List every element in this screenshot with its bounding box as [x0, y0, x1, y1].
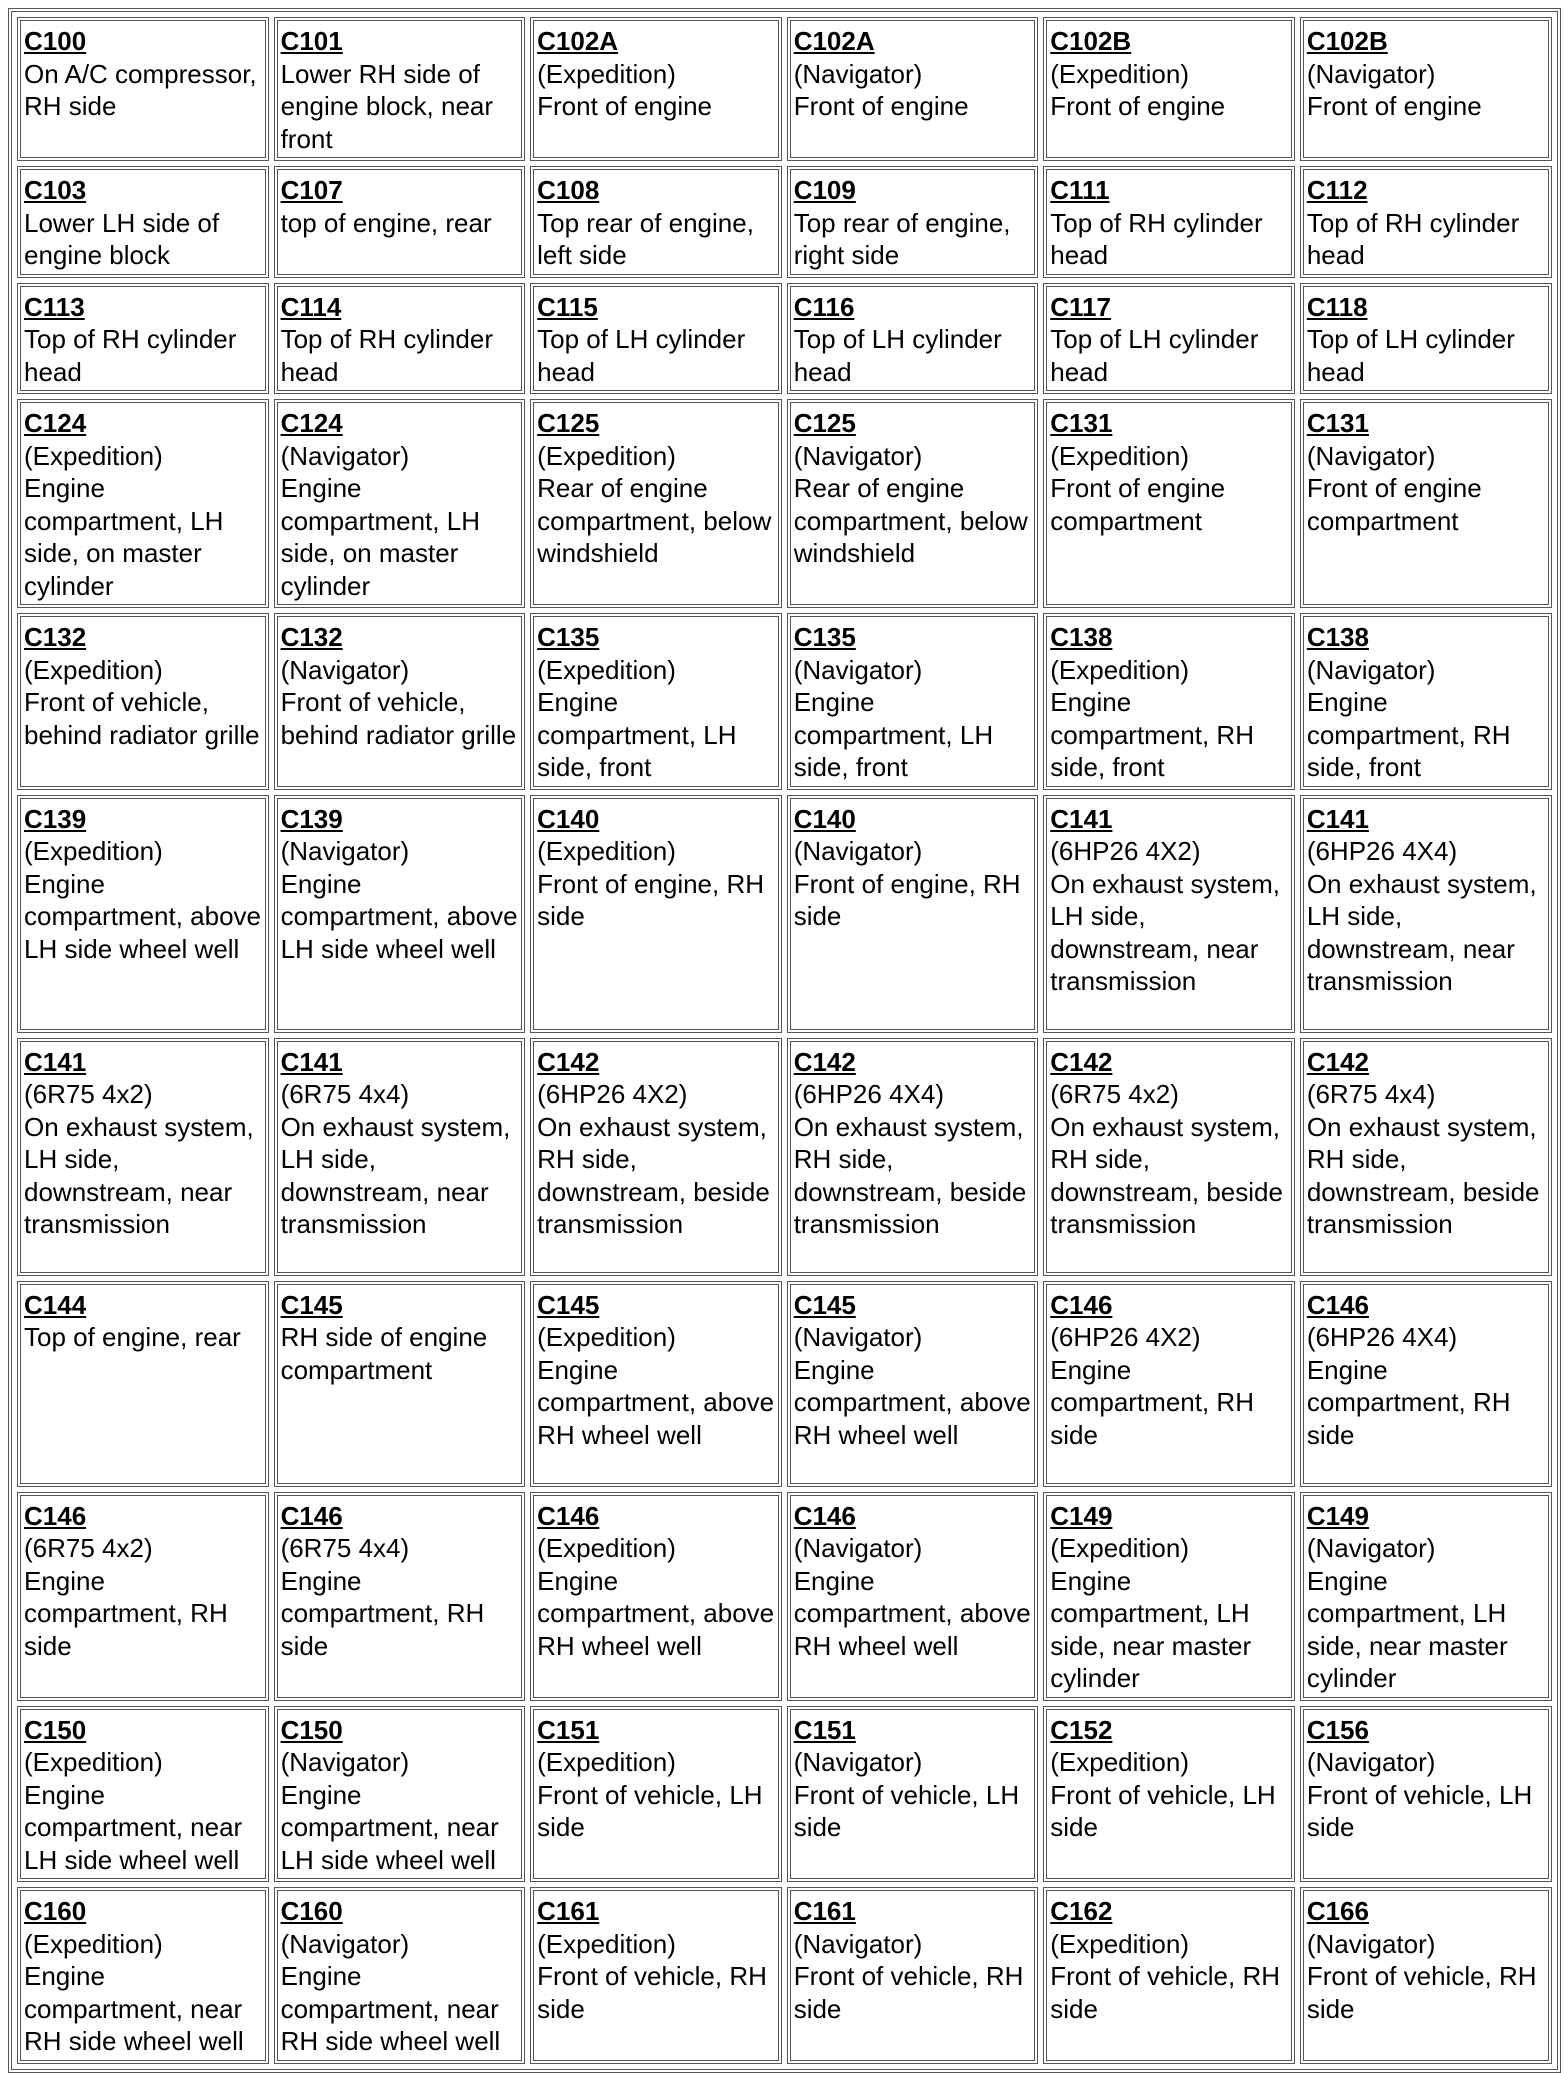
- connector-location: Front of vehicle, RH side: [537, 1961, 767, 2024]
- connector-id: C161: [537, 1896, 600, 1926]
- connector-id: C151: [793, 1714, 856, 1745]
- connector-location: Engine compartment, above LH side wheel well: [280, 868, 518, 964]
- connector-variant: (Navigator): [793, 1928, 923, 1959]
- table-cell: [17, 166, 269, 278]
- table-cell: [787, 283, 1039, 395]
- table-cell: [1043, 283, 1295, 395]
- table-row: [17, 795, 1552, 1033]
- connector-id: C138: [1306, 622, 1369, 652]
- connector-variant: (Expedition): [24, 654, 163, 685]
- table-cell: [787, 399, 1039, 608]
- table-cell: [787, 1887, 1039, 2064]
- connector-location: Front of vehicle, LH side: [537, 1779, 763, 1842]
- connector-id: C131: [1050, 408, 1113, 438]
- connector-variant: (Navigator): [793, 1747, 923, 1777]
- connector-id: C109: [793, 175, 856, 205]
- connector-variant: (6R75 4x2): [24, 1533, 153, 1563]
- table-cell: [17, 1887, 269, 2064]
- table-cell: [1300, 613, 1552, 790]
- connector-location: Engine compartment, near RH side wheel well: [280, 1961, 501, 2056]
- connector-variant: (Navigator): [280, 654, 410, 685]
- connector-location: Rear of engine compartment, below windshield: [793, 473, 1028, 568]
- table-row: [17, 613, 1552, 790]
- connector-location: Front of engine, RH side: [793, 868, 1021, 931]
- connector-location: Engine compartment, above RH wheel well: [793, 1354, 1031, 1450]
- connector-id: C141: [1050, 803, 1113, 834]
- table-cell: [17, 17, 269, 161]
- connector-location: On exhaust system, RH side, downstream, beside transmission: [1306, 1111, 1540, 1239]
- connector-id: C132: [280, 622, 343, 652]
- connector-id: C145: [793, 1289, 856, 1320]
- connector-id: C150: [24, 1714, 87, 1745]
- connector-variant: (6R75 4x4): [280, 1079, 410, 1109]
- connector-location: Front of vehicle, RH side: [1050, 1961, 1280, 2024]
- connector-id: C118: [1306, 291, 1368, 322]
- table-cell: [787, 1492, 1039, 1701]
- table-cell: [274, 399, 526, 608]
- connector-location: Engine compartment, near LH side wheel well: [24, 1779, 243, 1875]
- connector-id: C146: [1306, 1289, 1369, 1320]
- table-cell: [274, 1492, 526, 1701]
- table-cell: [787, 1281, 1039, 1487]
- connector-variant: (6R75 4x2): [1050, 1079, 1179, 1109]
- connector-location: Top of RH cylinder head: [280, 324, 493, 387]
- table-cell: [530, 1706, 782, 1883]
- connector-location: Engine compartment, LH side, on master cylinder: [280, 473, 480, 601]
- connector-id: C124: [24, 408, 87, 438]
- connector-id: C111: [1050, 175, 1110, 205]
- table-cell: [1300, 166, 1552, 278]
- connector-variant: (Expedition): [537, 1533, 676, 1563]
- table-cell: [530, 1887, 782, 2064]
- table-cell: [787, 613, 1039, 790]
- connector-id: C135: [793, 622, 856, 652]
- connector-variant: (Expedition): [537, 1322, 676, 1352]
- table-cell: [530, 399, 782, 608]
- connector-variant: (6HP26 4X4): [1306, 1322, 1458, 1352]
- table-cell: [1043, 399, 1295, 608]
- connector-location: top of engine, rear: [280, 207, 492, 238]
- connector-location: On exhaust system, LH side, downstream, near transmission: [280, 1111, 511, 1239]
- connector-id: C102A: [537, 26, 619, 56]
- table-cell: [274, 795, 526, 1033]
- connector-variant: (Expedition): [1050, 58, 1189, 89]
- connector-id: C103: [24, 175, 87, 205]
- table-cell: [530, 795, 782, 1033]
- table-cell: [17, 283, 269, 395]
- table-body: [17, 17, 1552, 2064]
- connector-location: Engine compartment, LH side, near master cylinder: [1050, 1565, 1252, 1693]
- connector-id: C102B: [1306, 26, 1388, 56]
- connector-location: Lower LH side of engine block: [24, 207, 220, 270]
- table-cell: [1043, 1492, 1295, 1701]
- connector-location: Front of engine: [1050, 91, 1226, 121]
- table-cell: [1300, 283, 1552, 395]
- connector-id: C114: [280, 291, 342, 322]
- table-row: [17, 1492, 1552, 1701]
- connector-location: Rear of engine compartment, below windshield: [537, 473, 772, 568]
- connector-location: Top of LH cylinder head: [1050, 324, 1259, 387]
- table-cell: [274, 1038, 526, 1276]
- connector-location: Top of LH cylinder head: [537, 324, 746, 387]
- table-cell: [1300, 17, 1552, 161]
- connector-id: C113: [24, 291, 85, 322]
- table-row: [17, 1038, 1552, 1276]
- connector-variant: (Navigator): [280, 1747, 410, 1777]
- connector-location: On exhaust system, LH side, downstream, near transmission: [1050, 868, 1281, 996]
- connector-id: C146: [24, 1500, 87, 1531]
- connector-id: C102A: [793, 26, 875, 56]
- connector-id: C142: [1050, 1046, 1113, 1077]
- table-cell: [1043, 17, 1295, 161]
- connector-id: C115: [537, 291, 598, 322]
- connector-variant: (6HP26 4X2): [1050, 1322, 1201, 1352]
- connector-variant: (Expedition): [1050, 654, 1189, 685]
- connector-location: Front of engine: [537, 91, 713, 121]
- table-cell: [530, 166, 782, 278]
- table-cell: [787, 1038, 1039, 1276]
- connector-location: Top of LH cylinder head: [1306, 324, 1515, 387]
- connector-id: C141: [24, 1046, 87, 1077]
- connector-location: Top of RH cylinder head: [1306, 207, 1520, 270]
- connector-location: On exhaust system, RH side, downstream, beside transmission: [793, 1111, 1027, 1239]
- connector-variant: (6HP26 4X4): [1306, 836, 1458, 866]
- table-cell: [530, 613, 782, 790]
- table-cell: [17, 795, 269, 1033]
- connector-variant: (Expedition): [537, 654, 676, 685]
- connector-variant: (Navigator): [793, 58, 923, 89]
- connector-id: C142: [793, 1046, 856, 1077]
- connector-location: Engine compartment, above LH side wheel well: [24, 868, 262, 964]
- connector-location: Engine compartment, LH side, front: [793, 687, 994, 782]
- connector-location: Lower RH side of engine block, near front: [280, 58, 494, 154]
- connector-id: C140: [537, 803, 600, 834]
- table-cell: [1043, 1038, 1295, 1276]
- table-cell: [1300, 1887, 1552, 2064]
- table-cell: [1300, 1706, 1552, 1883]
- table-cell: [1300, 1281, 1552, 1487]
- connector-id: C142: [537, 1046, 600, 1077]
- connector-location: Engine compartment, RH side: [280, 1565, 485, 1661]
- table-row: [17, 1281, 1552, 1487]
- table-cell: [530, 283, 782, 395]
- connector-id: C146: [537, 1500, 600, 1531]
- connector-location: Front of engine: [793, 91, 969, 121]
- table-row: [17, 1706, 1552, 1883]
- connector-id: C102B: [1050, 26, 1132, 56]
- connector-location: Top of LH cylinder head: [793, 324, 1002, 387]
- connector-id: C162: [1050, 1896, 1113, 1926]
- connector-location: Engine compartment, near RH side wheel well: [24, 1961, 244, 2056]
- connector-variant: (Expedition): [1050, 1533, 1189, 1563]
- connector-location: Engine compartment, above RH wheel well: [793, 1565, 1031, 1661]
- connector-location: Top rear of engine, right side: [793, 207, 1011, 270]
- table-cell: [787, 795, 1039, 1033]
- table-row: [17, 1887, 1552, 2064]
- table-cell: [17, 1492, 269, 1701]
- connector-id: C156: [1306, 1714, 1369, 1745]
- table-cell: [530, 1492, 782, 1701]
- connector-id: C139: [280, 803, 343, 834]
- table-cell: [274, 1887, 526, 2064]
- connector-location: Engine compartment, LH side, front: [537, 687, 737, 782]
- table-cell: [274, 1706, 526, 1883]
- connector-id: C149: [1050, 1500, 1113, 1531]
- table-cell: [274, 283, 526, 395]
- connector-location: On exhaust system, LH side, downstream, near transmission: [1306, 868, 1537, 996]
- connector-id: C161: [793, 1896, 856, 1926]
- connector-location: Front of engine compartment: [1050, 473, 1226, 536]
- connector-location: On exhaust system, RH side, downstream, beside transmission: [1050, 1111, 1283, 1239]
- connector-location: Front of vehicle, behind radiator grille: [24, 687, 260, 750]
- connector-variant: (Expedition): [24, 836, 163, 866]
- table-cell: [787, 1706, 1039, 1883]
- table-cell: [17, 1281, 269, 1487]
- table-cell: [1043, 1706, 1295, 1883]
- table-cell: [1300, 399, 1552, 608]
- connector-id: C160: [24, 1896, 87, 1926]
- connector-variant: (Expedition): [537, 440, 676, 471]
- connector-location: On exhaust system, RH side, downstream, beside transmission: [537, 1111, 770, 1239]
- connector-variant: (6R75 4x4): [280, 1533, 410, 1563]
- connector-id: C152: [1050, 1714, 1113, 1745]
- connector-variant: (Navigator): [1306, 1747, 1436, 1777]
- connector-id: C144: [24, 1289, 87, 1320]
- connector-id: C100: [24, 26, 87, 56]
- table-cell: [274, 1281, 526, 1487]
- connector-location: RH side of engine compartment: [280, 1322, 488, 1385]
- connector-id: C107: [280, 175, 343, 205]
- connector-variant: (Navigator): [280, 1928, 410, 1959]
- connector-id: C131: [1306, 408, 1369, 438]
- connector-variant: (Navigator): [1306, 1533, 1436, 1563]
- connector-variant: (Navigator): [793, 654, 923, 685]
- connector-id: C150: [280, 1714, 343, 1745]
- table-row: [17, 17, 1552, 161]
- connector-variant: (Navigator): [793, 836, 923, 866]
- connector-variant: (Navigator): [1306, 440, 1436, 471]
- connector-id: C146: [1050, 1289, 1113, 1320]
- connector-location: Top of engine, rear: [24, 1322, 241, 1352]
- connector-variant: (Navigator): [1306, 1928, 1436, 1959]
- connector-location: Top rear of engine, left side: [537, 207, 754, 270]
- connector-variant: (Navigator): [793, 1322, 923, 1352]
- connector-location: Engine compartment, RH side, front: [1306, 687, 1511, 782]
- connector-id: C145: [280, 1289, 343, 1320]
- connector-variant: (Navigator): [1306, 58, 1436, 89]
- table-cell: [1043, 795, 1295, 1033]
- connector-location: Front of vehicle, RH side: [793, 1961, 1024, 2024]
- table-row: [17, 283, 1552, 395]
- connector-variant: (6HP26 4X2): [537, 1079, 688, 1109]
- table-cell: [17, 1038, 269, 1276]
- table-cell: [530, 1038, 782, 1276]
- connector-variant: (6R75 4x2): [24, 1079, 153, 1109]
- connector-id: C125: [537, 408, 600, 438]
- connector-id: C132: [24, 622, 87, 652]
- connector-id: C125: [793, 408, 856, 438]
- connector-variant: (Expedition): [1050, 440, 1189, 471]
- table-cell: [17, 399, 269, 608]
- table-cell: [274, 613, 526, 790]
- table-cell: [530, 1281, 782, 1487]
- connector-variant: (Expedition): [537, 1928, 676, 1959]
- table-cell: [1043, 613, 1295, 790]
- table-cell: [1043, 1887, 1295, 2064]
- connector-location: Engine compartment, RH side: [24, 1565, 228, 1661]
- connector-id: C166: [1306, 1896, 1369, 1926]
- connector-location: Engine compartment, near LH side wheel well: [280, 1779, 499, 1875]
- table-cell: [274, 17, 526, 161]
- connector-location: Engine compartment, RH side: [1306, 1354, 1511, 1450]
- connector-id: C141: [280, 1046, 343, 1077]
- table-cell: [1300, 795, 1552, 1033]
- connector-id: C160: [280, 1896, 343, 1926]
- connector-variant: (Navigator): [280, 836, 410, 866]
- connector-id: C141: [1306, 803, 1369, 834]
- connector-id: C112: [1306, 175, 1368, 205]
- connector-variant: (Expedition): [537, 836, 676, 866]
- connector-id: C140: [793, 803, 856, 834]
- connector-location: Engine compartment, above RH wheel well: [537, 1565, 775, 1661]
- connector-location: Top of RH cylinder head: [24, 324, 237, 387]
- table-cell: [787, 17, 1039, 161]
- connector-variant: (6HP26 4X4): [793, 1079, 944, 1109]
- connector-location: Front of vehicle, LH side: [793, 1779, 1020, 1842]
- connector-location: Engine compartment, RH side: [1050, 1354, 1254, 1450]
- connector-id: C151: [537, 1714, 600, 1745]
- connector-location: Top of RH cylinder head: [1050, 207, 1263, 270]
- connector-location: Front of engine: [1306, 91, 1482, 121]
- table-row: [17, 399, 1552, 608]
- connector-location: Front of vehicle, RH side: [1306, 1961, 1537, 2024]
- connector-id: C145: [537, 1289, 600, 1320]
- connector-variant: (Navigator): [280, 440, 410, 471]
- connector-variant: (Navigator): [1306, 654, 1436, 685]
- connector-location: Front of vehicle, LH side: [1306, 1779, 1533, 1842]
- connector-location: Front of vehicle, LH side: [1050, 1779, 1276, 1842]
- connector-location: Engine compartment, LH side, near master cylinder: [1306, 1565, 1508, 1693]
- table-cell: [1043, 1281, 1295, 1487]
- connector-location: Engine compartment, above RH wheel well: [537, 1354, 775, 1450]
- connector-location: Front of engine, RH side: [537, 868, 765, 931]
- connector-variant: (Expedition): [1050, 1928, 1189, 1959]
- connector-id: C124: [280, 408, 343, 438]
- connector-id: C101: [280, 26, 343, 56]
- connector-variant: (Navigator): [793, 440, 923, 471]
- table-cell: [787, 166, 1039, 278]
- connector-id: C108: [537, 175, 600, 205]
- connector-variant: (Expedition): [1050, 1747, 1189, 1777]
- connector-id: C142: [1306, 1046, 1369, 1077]
- connector-variant: (Expedition): [24, 1747, 163, 1777]
- connector-id: C116: [793, 291, 855, 322]
- connector-location: On exhaust system, LH side, downstream, near transmission: [24, 1111, 254, 1239]
- connector-id: C146: [793, 1500, 856, 1531]
- connector-variant: (Expedition): [24, 1928, 163, 1959]
- connector-location: Engine compartment, LH side, on master cylinder: [24, 473, 224, 601]
- connector-variant: (Expedition): [24, 440, 163, 471]
- connector-id: C146: [280, 1500, 343, 1531]
- connector-variant: (Expedition): [537, 58, 676, 89]
- table-cell: [274, 166, 526, 278]
- connector-variant: (6HP26 4X2): [1050, 836, 1201, 866]
- connector-id: C117: [1050, 291, 1111, 322]
- table-cell: [1300, 1492, 1552, 1701]
- table-cell: [17, 613, 269, 790]
- connector-location: Front of engine compartment: [1306, 473, 1482, 536]
- table-cell: [1043, 166, 1295, 278]
- table-row: [17, 166, 1552, 278]
- connector-location: Front of vehicle, behind radiator grille: [280, 687, 517, 750]
- table-cell: [17, 1706, 269, 1883]
- connector-locator-table: [8, 8, 1561, 2073]
- connector-variant: (Expedition): [537, 1747, 676, 1777]
- connector-id: C149: [1306, 1500, 1369, 1531]
- connector-id: C138: [1050, 622, 1113, 652]
- connector-variant: (Navigator): [793, 1533, 923, 1563]
- connector-location: Engine compartment, RH side, front: [1050, 687, 1254, 782]
- connector-location: On A/C compressor, RH side: [24, 58, 257, 121]
- table-cell: [530, 17, 782, 161]
- connector-id: C135: [537, 622, 600, 652]
- connector-id: C139: [24, 803, 87, 834]
- table-cell: [1300, 1038, 1552, 1276]
- connector-variant: (6R75 4x4): [1306, 1079, 1436, 1109]
